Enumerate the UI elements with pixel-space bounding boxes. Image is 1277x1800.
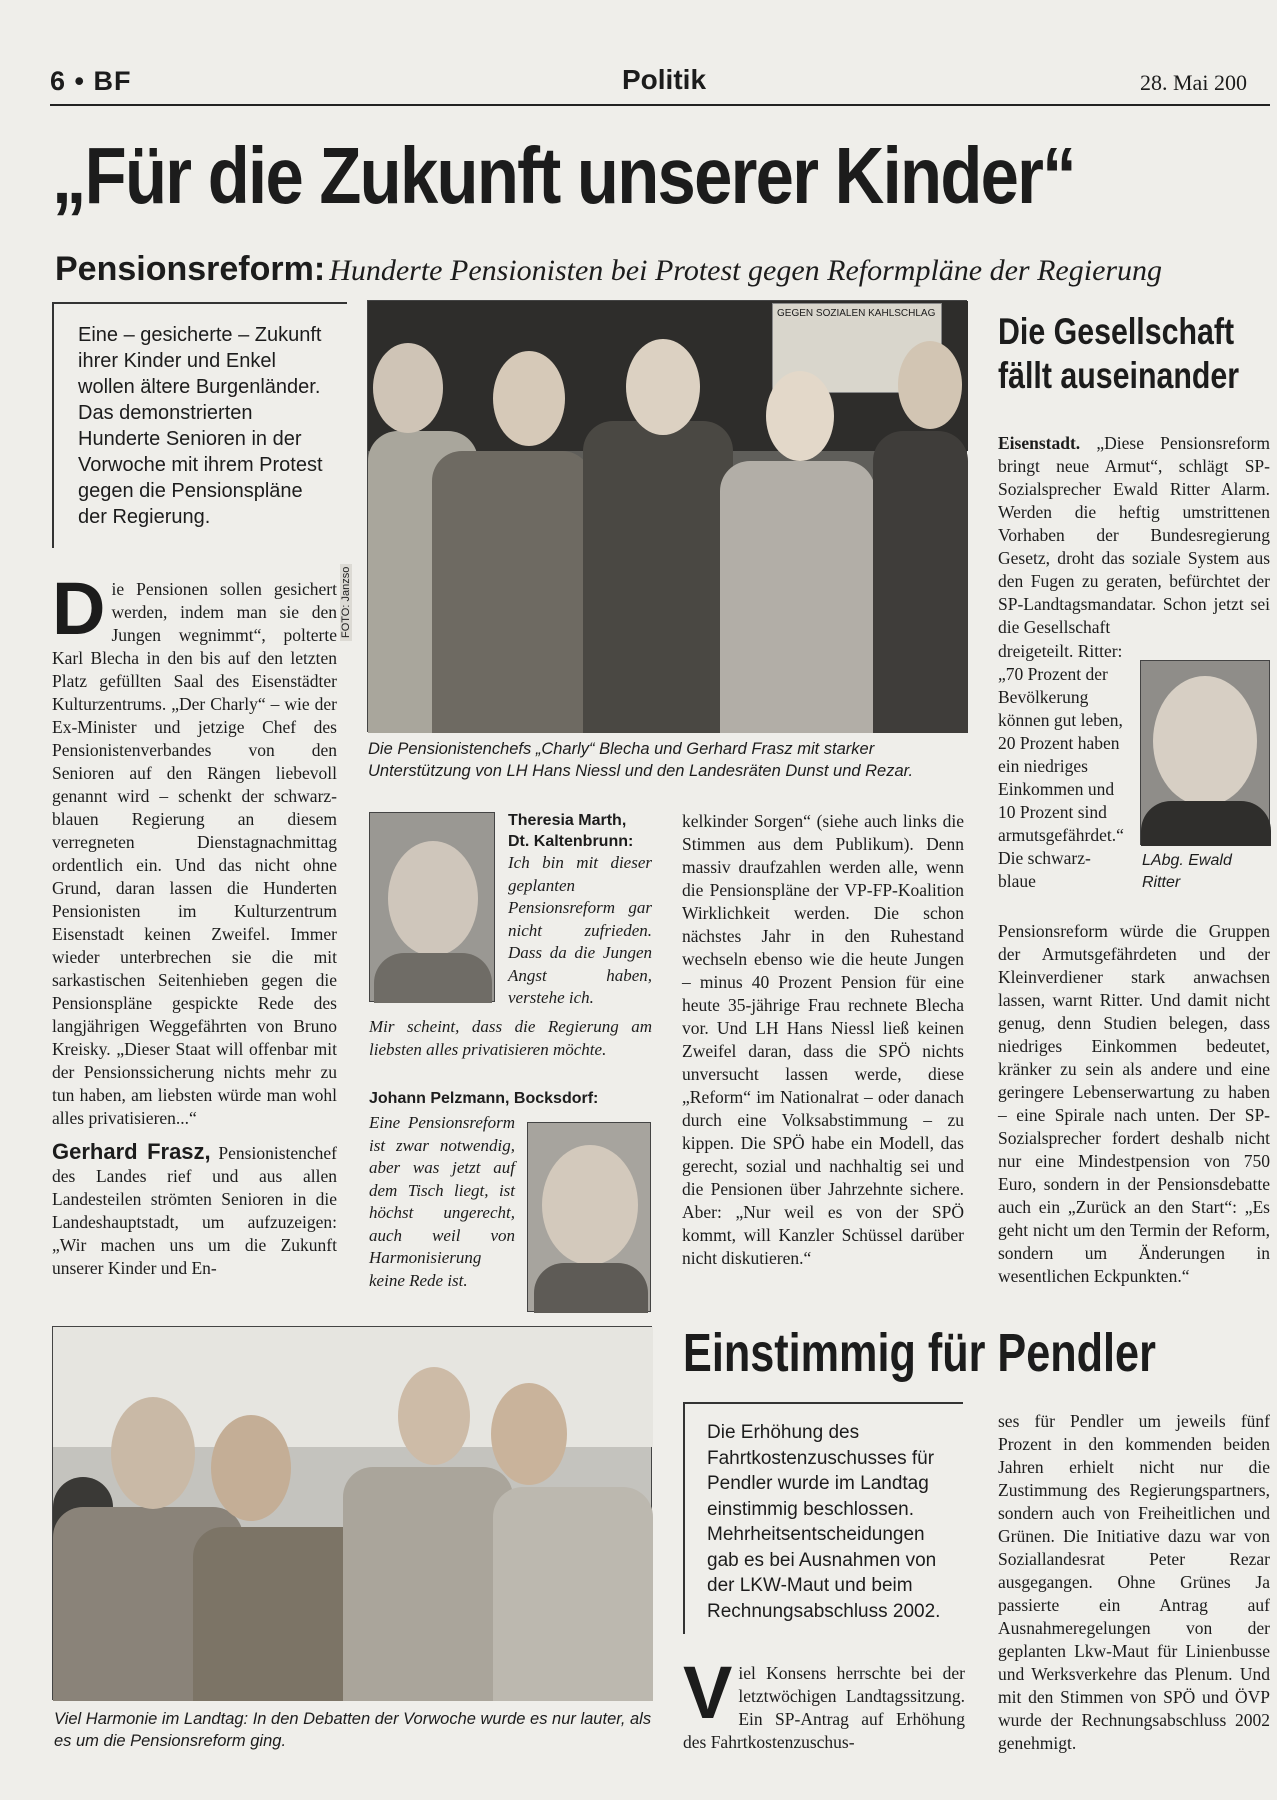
col1-paragraph-2: Pensionistenchef des Landes rief und aus allen Landesteilen strömten Senioren in die Landeshauptstadt, um aufzuzeigen: „Wir machen uns um die Zukunft unserer Kinder und En-	[52, 1143, 337, 1278]
theresia-marth-photo	[369, 812, 495, 1002]
main-photo	[340, 300, 967, 732]
side-headline-line2: fällt auseinander	[998, 355, 1240, 396]
lead-text: Eine – gesicherte – Zukunft ihrer Kinder und Enkel wollen ältere Burgenländer. Das demonstrierten Hunderte Senioren in der Vorwoche mit ihrem Protest gegen die Pensionspläne der Regierung.	[78, 324, 323, 528]
photo-credit: FOTO: Janzso	[340, 564, 352, 641]
side-headline	[998, 310, 1239, 398]
col1-paragraph-1: ie Pensionen sollen gesichert werden, indem man sie den Jungen wegnimmt“, polterte Karl Blecha in den bis auf den letzten Platz gefüllten Saal des Eisenstädter Kulturzentrums. „Der Charly“ – wie der Ex-Minister und jetzige Chef des Pensionistenverbandes von den Senioren auf den Rängen liebevoll genannt wird – schenkt der schwarz-blauen Regierung an diesem verregneten Dienstagnachmittag ordentlich ein. Und das nicht ohne Grund, daran lassen die Hunderten Pensionisten im Kulturzentrum Eisenstadt keinen Zweifel. Immer wieder unterbrechen sie die mit sarkastischen Seitenhieben gegen die Pensionspläne gespickte Rede des langjährigen Weggefährten von Bruno Kreisky. „Dieser Staat will offenbar mit der Pensionssicherung nichts mehr zu tun haben, am liebsten würde man wohl alles privatisieren...“	[52, 579, 337, 1128]
side-body-top: „Diese Pensionsreform bringt neue Armut“, schlägt SP-Sozialsprecher Ewald Ritter Alarm. Werden die heftig umstrittenen Vorhaben der Bundesregierung Gesetz, droht das soziale System aus den Fugen zu geraten, befürchtet der SP-Landtagsmandatar. Schon jetzt sei die Gesellschaft	[998, 433, 1270, 637]
header-rule	[50, 104, 1270, 106]
banner-text: GEGEN SOZIALEN KAHLSCHLAG	[777, 308, 936, 319]
commuter-body-left	[683, 1651, 965, 1754]
side-article-narrow: dreigeteilt. Ritter: „70 Prozent der Bevölkerung können gut leben, 20 Prozent haben ein niedriges Einkommen und 10 Prozent sind armutsgefährdet.“ Die schwarz-blaue	[998, 641, 1124, 891]
side-headline-line1: Die Gesellschaft	[998, 311, 1235, 352]
col1-bold-lead: Gerhard Frasz,	[52, 1139, 211, 1164]
main-photo-caption: Die Pensionistenchefs „Charly“ Blecha und Gerhard Frasz mit starker Unterstützung von LH Hans Niessl und den Landesräten Dunst und Rezar.	[368, 740, 914, 780]
subheadline	[55, 250, 1162, 289]
main-headline: „Für die Zukunft unserer Kinder“	[52, 131, 1075, 220]
lead-box	[52, 302, 347, 548]
side-article-bottom: Pensionsreform würde die Gruppen der Armutsgefährdeten und der Kleinverdiener stark anwachsen lassen, warnt Ritter. Und damit nicht genug, denn Studien belegen, dass niedriges Einkommen bedeutet, kränker zu sein als andere und eine geringere Lebenserwartung zu haben – eine Spirale nach unten. Der SP-Sozialsprecher fordert deshalb nicht nur eine Mindestpension von 750 Euro, sondern in der Pensionsdebatte auch ein „Zurück an den Start“: „Es geht nicht um den Termin der Reform, sondern um Änderungen in wesentlichen Eckpunkten.“	[998, 921, 1270, 1286]
commuter-lead-text: Die Erhöhung des Fahrtkostenzuschusses für Pendler wurde im Landtag einstimmig beschlossen. Mehrheitsentscheidungen gab es bei Ausnahmen von der LKW-Maut und beim Rechnungsabschluss 2002.	[707, 1422, 941, 1622]
johann-pelzmann-photo	[527, 1122, 651, 1312]
commuter-dropcap: V	[683, 1651, 733, 1734]
main-article-col3: kelkinder Sorgen“ (siehe auch links die Stimmen aus dem Publikum). Denn massiv draufzahlen werden alle, wenn die Pensionspläne der VP-FP-Koalition Wirklichkeit werden. Die schon nächstes Jahr in den Ruhestand wechseln ebenso wie die heute Jungen – minus 40 Prozent Pension für eine heute 35-jährige Frau rechnete Blecha vor. Und LH Hans Niessl ließ keinen Zweifel daran, dass die SPÖ nichts unversucht lassen werde, diese „Reform“ im Nationalrat – oder danach durch eine Volksabstimmung – zu kippen. Die SPÖ habe ein Modell, das gerecht, sozial und nachhaltig sei und die Pensionen über Jahrzehnte sichere. Aber: „Nur weil es von der SPÖ kommt, will Kanzler Schüssel darüber nicht diskutieren.“	[682, 811, 964, 1268]
issue-date: 28. Mai 200	[1140, 70, 1247, 95]
commuter-body-right: ses für Pendler um jeweils fünf Prozent in den kommenden beiden Jahren erhielt nicht nur die Zustimmung des Regierungspartners, sondern auch von Freiheitlichen und Grünen. Die Initiative dazu war von Soziallandesrat Peter Rezar ausgegangen. Ohne Grünes Ja passierte ein Antrag auf Ausnahmeregelungen von der geplanten Lkw-Maut für Linienbusse und Werksverkehre das Plenum. Und mit den Stimmen von SPÖ und ÖVP wurde der Rechnungsabschluss 2002 genehmigt.	[998, 1411, 1270, 1753]
section-name: Politik	[622, 64, 707, 95]
side-dateline: Eisenstadt.	[998, 433, 1081, 453]
landtag-photo-caption: Viel Harmonie im Landtag: In den Debatten der Vorwoche wurde es nur lauter, als es um die Pensionsreform ging.	[54, 1710, 652, 1750]
quote2-name: Johann Pelzmann, Bocksdorf:	[369, 1090, 599, 1107]
commuter-headline: Einstimmig für Pendler	[683, 1323, 1156, 1383]
side-article-top	[998, 432, 1270, 639]
commuter-lead-box	[683, 1402, 963, 1634]
quote1-name: Theresia Marth, Dt. Kaltenbrunn:	[508, 812, 634, 850]
ewald-ritter-photo	[1140, 660, 1270, 845]
quote-theresia-marth	[508, 810, 652, 1010]
main-article-col1	[52, 567, 337, 1280]
subhead-kicker: Pensionsreform:	[55, 250, 326, 288]
quote1-text-b: Mir scheint, dass die Regierung am liebsten alles privatisieren möchte.	[369, 1017, 652, 1059]
dropcap: D	[52, 567, 106, 650]
quote1-text-a: Ich bin mit dieser geplanten Pensionsreform gar nicht zufrieden. Dass da die Jungen Angst haben, verstehe ich.	[508, 853, 652, 1007]
commuter-body-left-text: iel Konsens herrschte bei der letztwöchigen Landtagssitzung. Ein SP-Antrag auf Erhöhung des Fahrtkostenzuschus-	[683, 1663, 965, 1752]
landtag-photo	[52, 1326, 652, 1700]
page-number: 6 • BF	[50, 66, 132, 96]
ritter-photo-caption: LAbg. Ewald Ritter	[1142, 852, 1232, 891]
subhead-text: Hunderte Pensionisten bei Protest gegen Reformpläne der Regierung	[329, 254, 1163, 287]
quote2-text: Eine Pensionsreform ist zwar notwendig, aber was jetzt auf dem Tisch liegt, ist höchst ungerecht, auch weil von Harmonisierung keine Rede ist.	[369, 1113, 515, 1290]
